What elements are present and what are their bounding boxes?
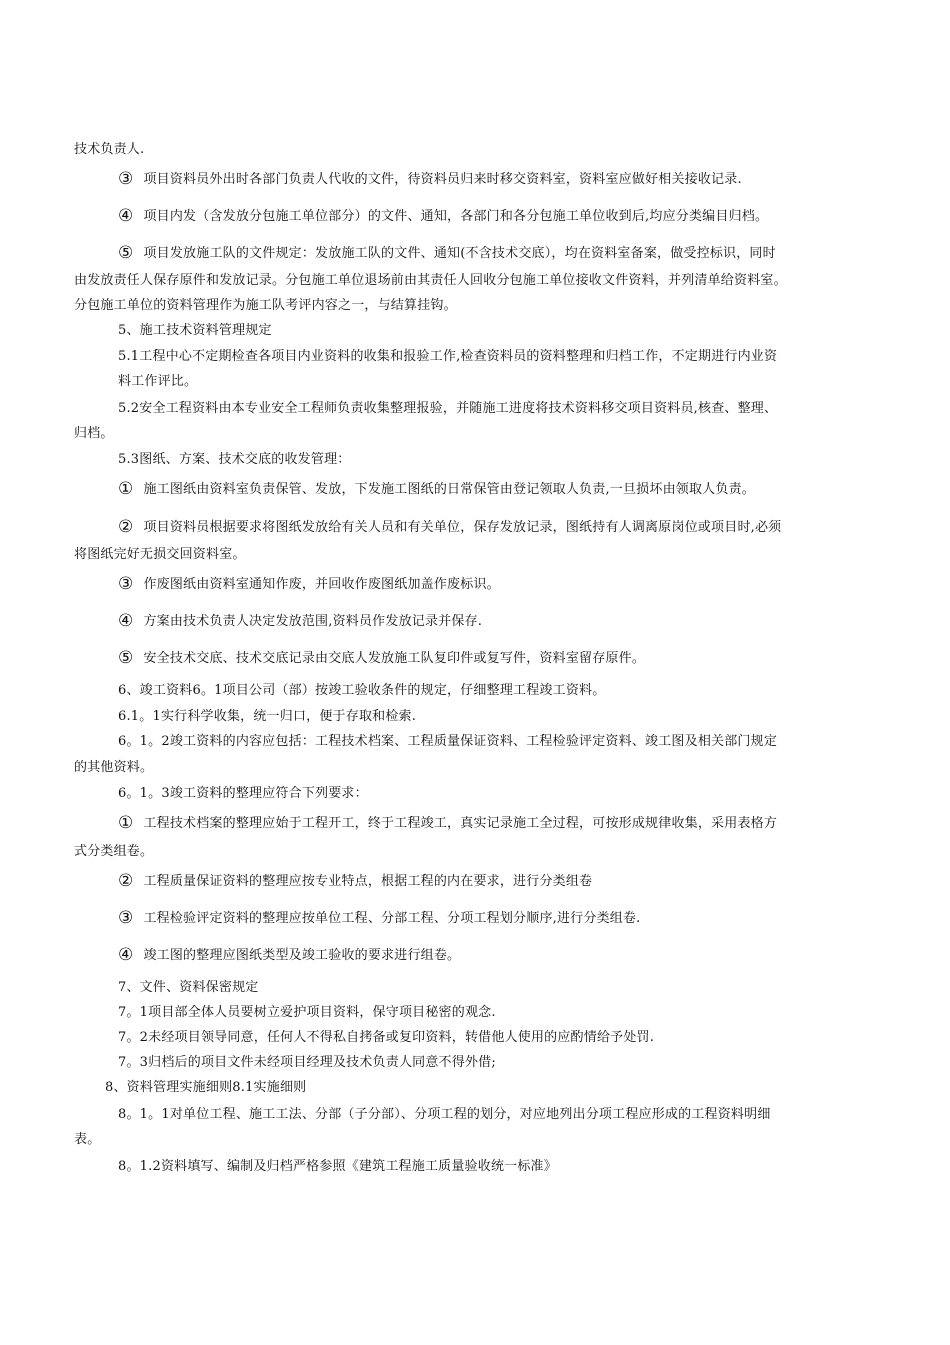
section-heading: 5、施工技术资料管理规定 <box>118 323 272 338</box>
list-item: ④ 方案由技术负责人决定发放范围,资料员作发放记录并保存. <box>118 611 483 631</box>
text-line: 5.2安全工程资料由本专业安全工程师负责收集整理报验，并随施工进度将技术资料移交项目资料员,核查、整理、 <box>118 401 778 416</box>
circled-number: ② <box>118 517 134 537</box>
text-line: 式分类组卷。 <box>74 844 154 859</box>
text-line: 7。3归档后的项目文件未经项目经理及技术负责人同意不得外借; <box>118 1055 496 1070</box>
list-item: ③ 项目资料员外出时各部门负责人代收的文件，待资料员归来时移交资料室，资料室应做好相关接收记录. <box>118 169 742 189</box>
text-line: 8。1.2资料填写、编制及归档严格参照《建筑工程施工质量验收统一标准》 <box>118 1159 557 1174</box>
text-line: 6.1。1实行科学收集，统一归口，便于存取和检索. <box>118 709 417 724</box>
list-item: ⑤ 安全技术交底、技术交底记录由交底人发放施工队复印件或复写件，资料室留存原件。 <box>118 648 646 668</box>
list-item: ② 项目资料员根据要求将图纸发放给有关人员和有关单位，保存发放记录，图纸持有人调离原岗位或项目时,必须 <box>118 517 782 537</box>
circled-number: ① <box>118 813 134 833</box>
text-line: 由发放责任人保存原件和发放记录。分包施工单位退场前由其责任人回收分包施工单位接收文件资料，并列清单给资料室。 <box>74 273 787 288</box>
list-item: ① 工程技术档案的整理应始于工程开工，终于工程竣工，真实记录施工全过程，可按形成规律收集，采用表格方 <box>118 813 778 833</box>
section-heading: 8、资料管理实施细则8.1实施细则 <box>105 1080 307 1095</box>
text-line: 5.3图纸、方案、技术交底的收发管理： <box>118 452 351 467</box>
section-heading: 6、竣工资料6。1项目公司（部）按竣工验收条件的规定，仔细整理工程竣工资料。 <box>118 683 606 698</box>
list-item: ③ 工程检验评定资料的整理应按单位工程、分部工程、分项工程划分顺序,进行分类组卷. <box>118 908 641 928</box>
text-line: 技术负责人. <box>74 142 145 157</box>
list-item: ① 施工图纸由资料室负责保管、发放，下发施工图纸的日常保管由登记领取人负责,一旦损坏由领取人负责。 <box>118 479 755 499</box>
list-item: ⑤ 项目发放施工队的文件规定：发放施工队的文件、通知(不含技术交底），均在资料室备案，做受控标识，同时 <box>118 243 776 263</box>
section-heading: 7、文件、资料保密规定 <box>118 980 259 995</box>
text-line: 6。1。3竣工资料的整理应符合下列要求： <box>118 786 368 801</box>
text-line: 料工作评比。 <box>118 374 198 389</box>
text-line: 7。1项目部全体人员要树立爱护项目资料，保守项目秘密的观念. <box>118 1005 496 1020</box>
text-line: 分包施工单位的资料管理作为施工队考评内容之一，与结算挂钩。 <box>74 298 457 313</box>
list-item: ② 工程质量保证资料的整理应按专业特点，根据工程的内在要求，进行分类组卷 <box>118 871 593 891</box>
circled-number: ⑤ <box>118 243 134 263</box>
circled-number: ⑤ <box>118 648 134 668</box>
circled-number: ④ <box>118 611 134 631</box>
text-line: 8。1。1对单位工程、施工工法、分部（子分部）、分项工程的划分，对应地列出分项工程应形成的工程资料明细 <box>118 1107 771 1122</box>
circled-number: ③ <box>118 169 134 189</box>
list-item: ③ 作废图纸由资料室通知作废，并回收作废图纸加盖作废标识。 <box>118 574 500 594</box>
text-line: 7。2未经项目领导同意，任何人不得私自拷备或复印资料，转借他人使用的应酌情给予处罚. <box>118 1030 655 1045</box>
circled-number: ④ <box>118 206 134 226</box>
circled-number: ① <box>118 479 134 499</box>
circled-number: ④ <box>118 945 134 965</box>
text-line: 6。1。2竣工资料的内容应包括：工程技术档案、工程质量保证资料、工程检验评定资料、竣工图及相关部门规定 <box>118 734 778 749</box>
text-line: 的其他资料。 <box>74 760 154 775</box>
circled-number: ② <box>118 871 134 891</box>
text-line: 5.1工程中心不定期检查各项目内业资料的收集和报验工作,检查资料员的资料整理和归档工作，不定期进行内业资 <box>118 349 778 364</box>
text-line: 表。 <box>74 1132 101 1147</box>
text-line: 归档。 <box>74 426 114 441</box>
circled-number: ③ <box>118 908 134 928</box>
circled-number: ③ <box>118 574 134 594</box>
text-line: 将图纸完好无损交回资料室。 <box>74 547 246 562</box>
list-item: ④ 项目内发（含发放分包施工单位部分）的文件、通知，各部门和各分包施工单位收到后,均应分类编目归档。 <box>118 206 769 226</box>
list-item: ④ 竣工图的整理应图纸类型及竣工验收的要求进行组卷。 <box>118 945 461 965</box>
